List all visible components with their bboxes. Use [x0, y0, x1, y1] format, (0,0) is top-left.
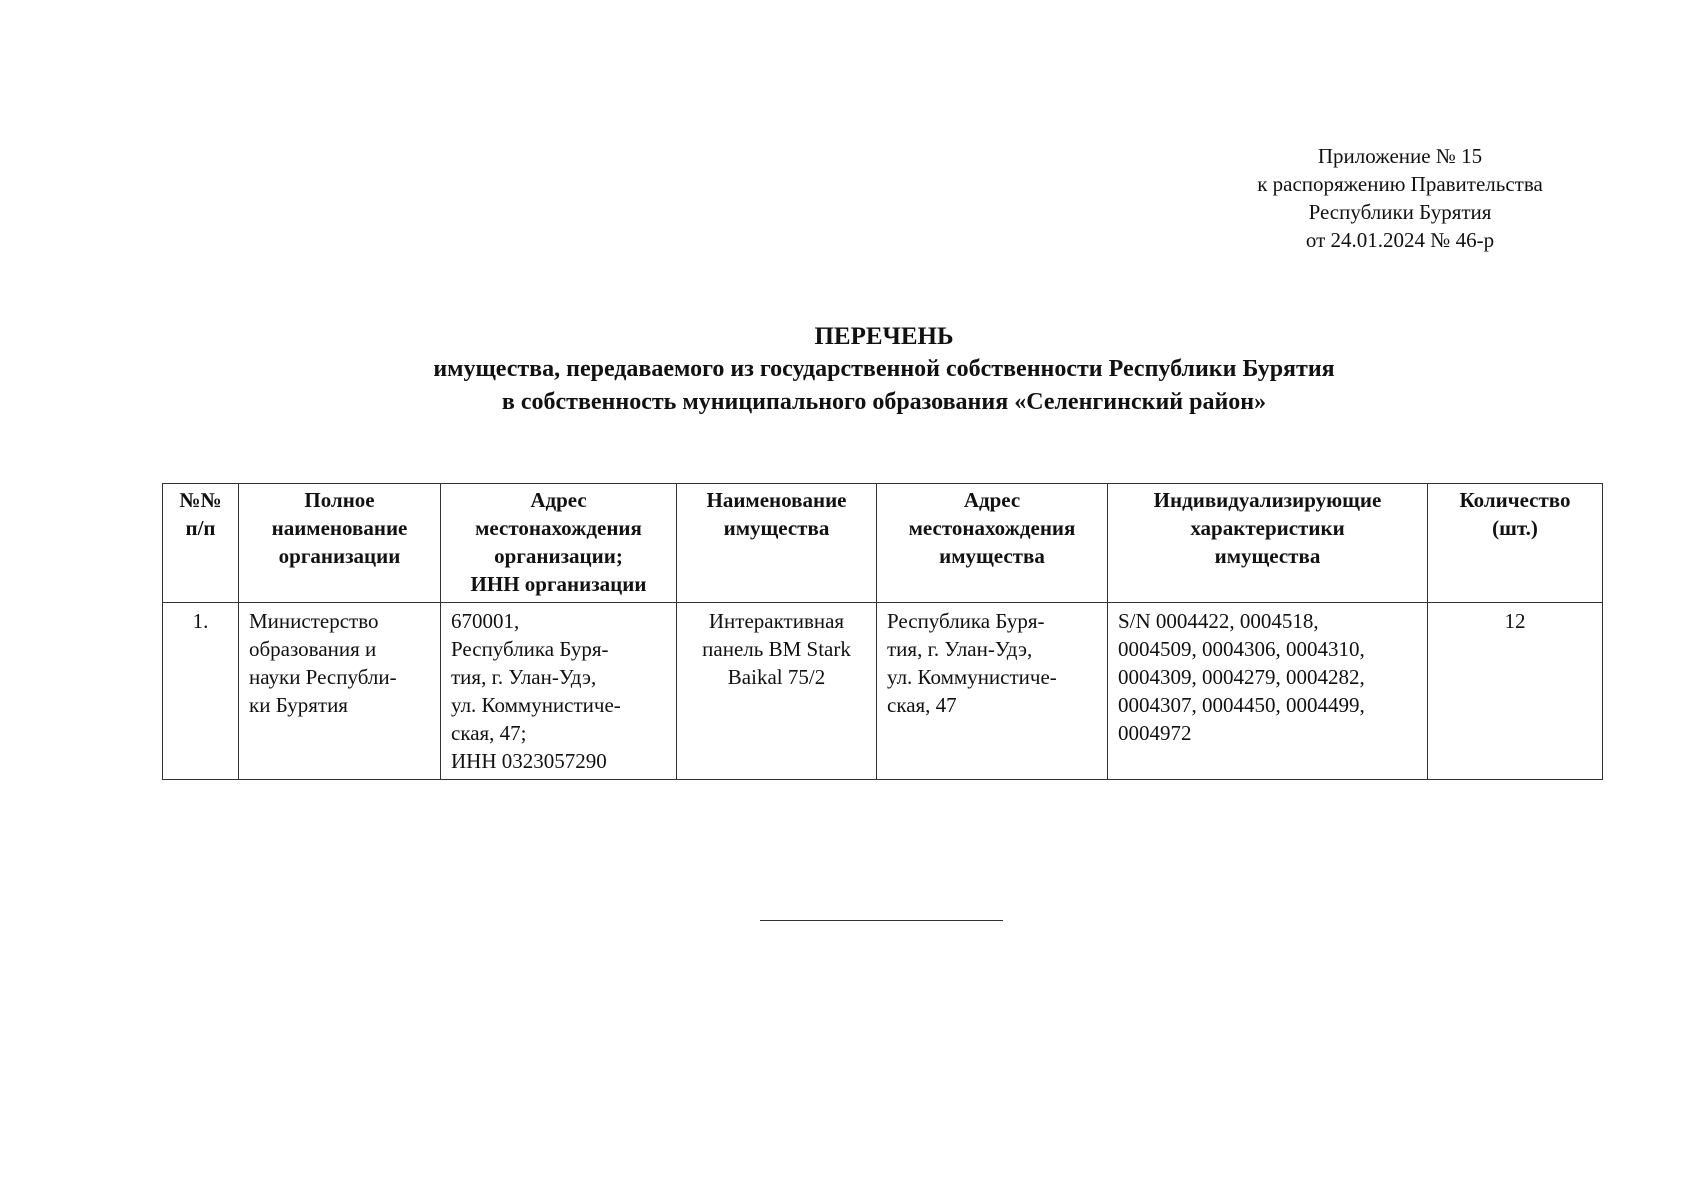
cell-organization: Министерство образования и науки Республи- ки Бурятия	[239, 603, 441, 780]
cell-characteristics: S/N 0004422, 0004518, 0004509, 0004306, 0004310, 0004309, 0004279, 0004282, 0004307, 0004450, 0004499, 0004972	[1108, 603, 1428, 780]
property-table	[162, 483, 1603, 780]
cell-number: 1.	[163, 603, 239, 780]
appendix-line-2: к распоряжению Правительства	[1257, 172, 1543, 196]
header-property-name: Наименование имущества	[677, 484, 877, 603]
cell-quantity: 12	[1428, 603, 1603, 780]
title-line-2: имущества, передаваемого из государственной собственности Республики Бурятия	[433, 356, 1335, 382]
cell-property-address: Республика Буря- тия, г. Улан-Удэ, ул. Коммунистиче- ская, 47	[877, 603, 1108, 780]
header-property-address: Адрес местонахождения имущества	[877, 484, 1108, 603]
appendix-header	[1220, 142, 1580, 254]
table-header-row	[163, 484, 1603, 603]
end-divider	[760, 920, 1003, 921]
header-organization: Полное наименование организации	[239, 484, 441, 603]
header-number: №№ п/п	[163, 484, 239, 603]
cell-property-name: Интерактивная панель BM Stark Baikal 75/2	[677, 603, 877, 780]
table-row	[163, 603, 1603, 780]
document-title	[0, 320, 1698, 419]
appendix-line-4: от 24.01.2024 № 46-р	[1305, 228, 1495, 252]
cell-org-address: 670001, Республика Буря- тия, г. Улан-Удэ, ул. Коммунистиче- ская, 47; ИНН 0323057290	[441, 603, 677, 780]
appendix-line-1: Приложение № 15	[1317, 144, 1483, 168]
header-characteristics: Индивидуализирующие характеристики имущества	[1108, 484, 1428, 603]
header-quantity: Количество (шт.)	[1428, 484, 1603, 603]
header-org-address: Адрес местонахождения организации; ИНН организации	[441, 484, 677, 603]
title-main: ПЕРЕЧЕНЬ	[814, 323, 954, 350]
appendix-line-3: Республики Бурятия	[1308, 200, 1492, 224]
title-line-3: в собственность муниципального образования «Селенгинский район»	[501, 389, 1267, 415]
